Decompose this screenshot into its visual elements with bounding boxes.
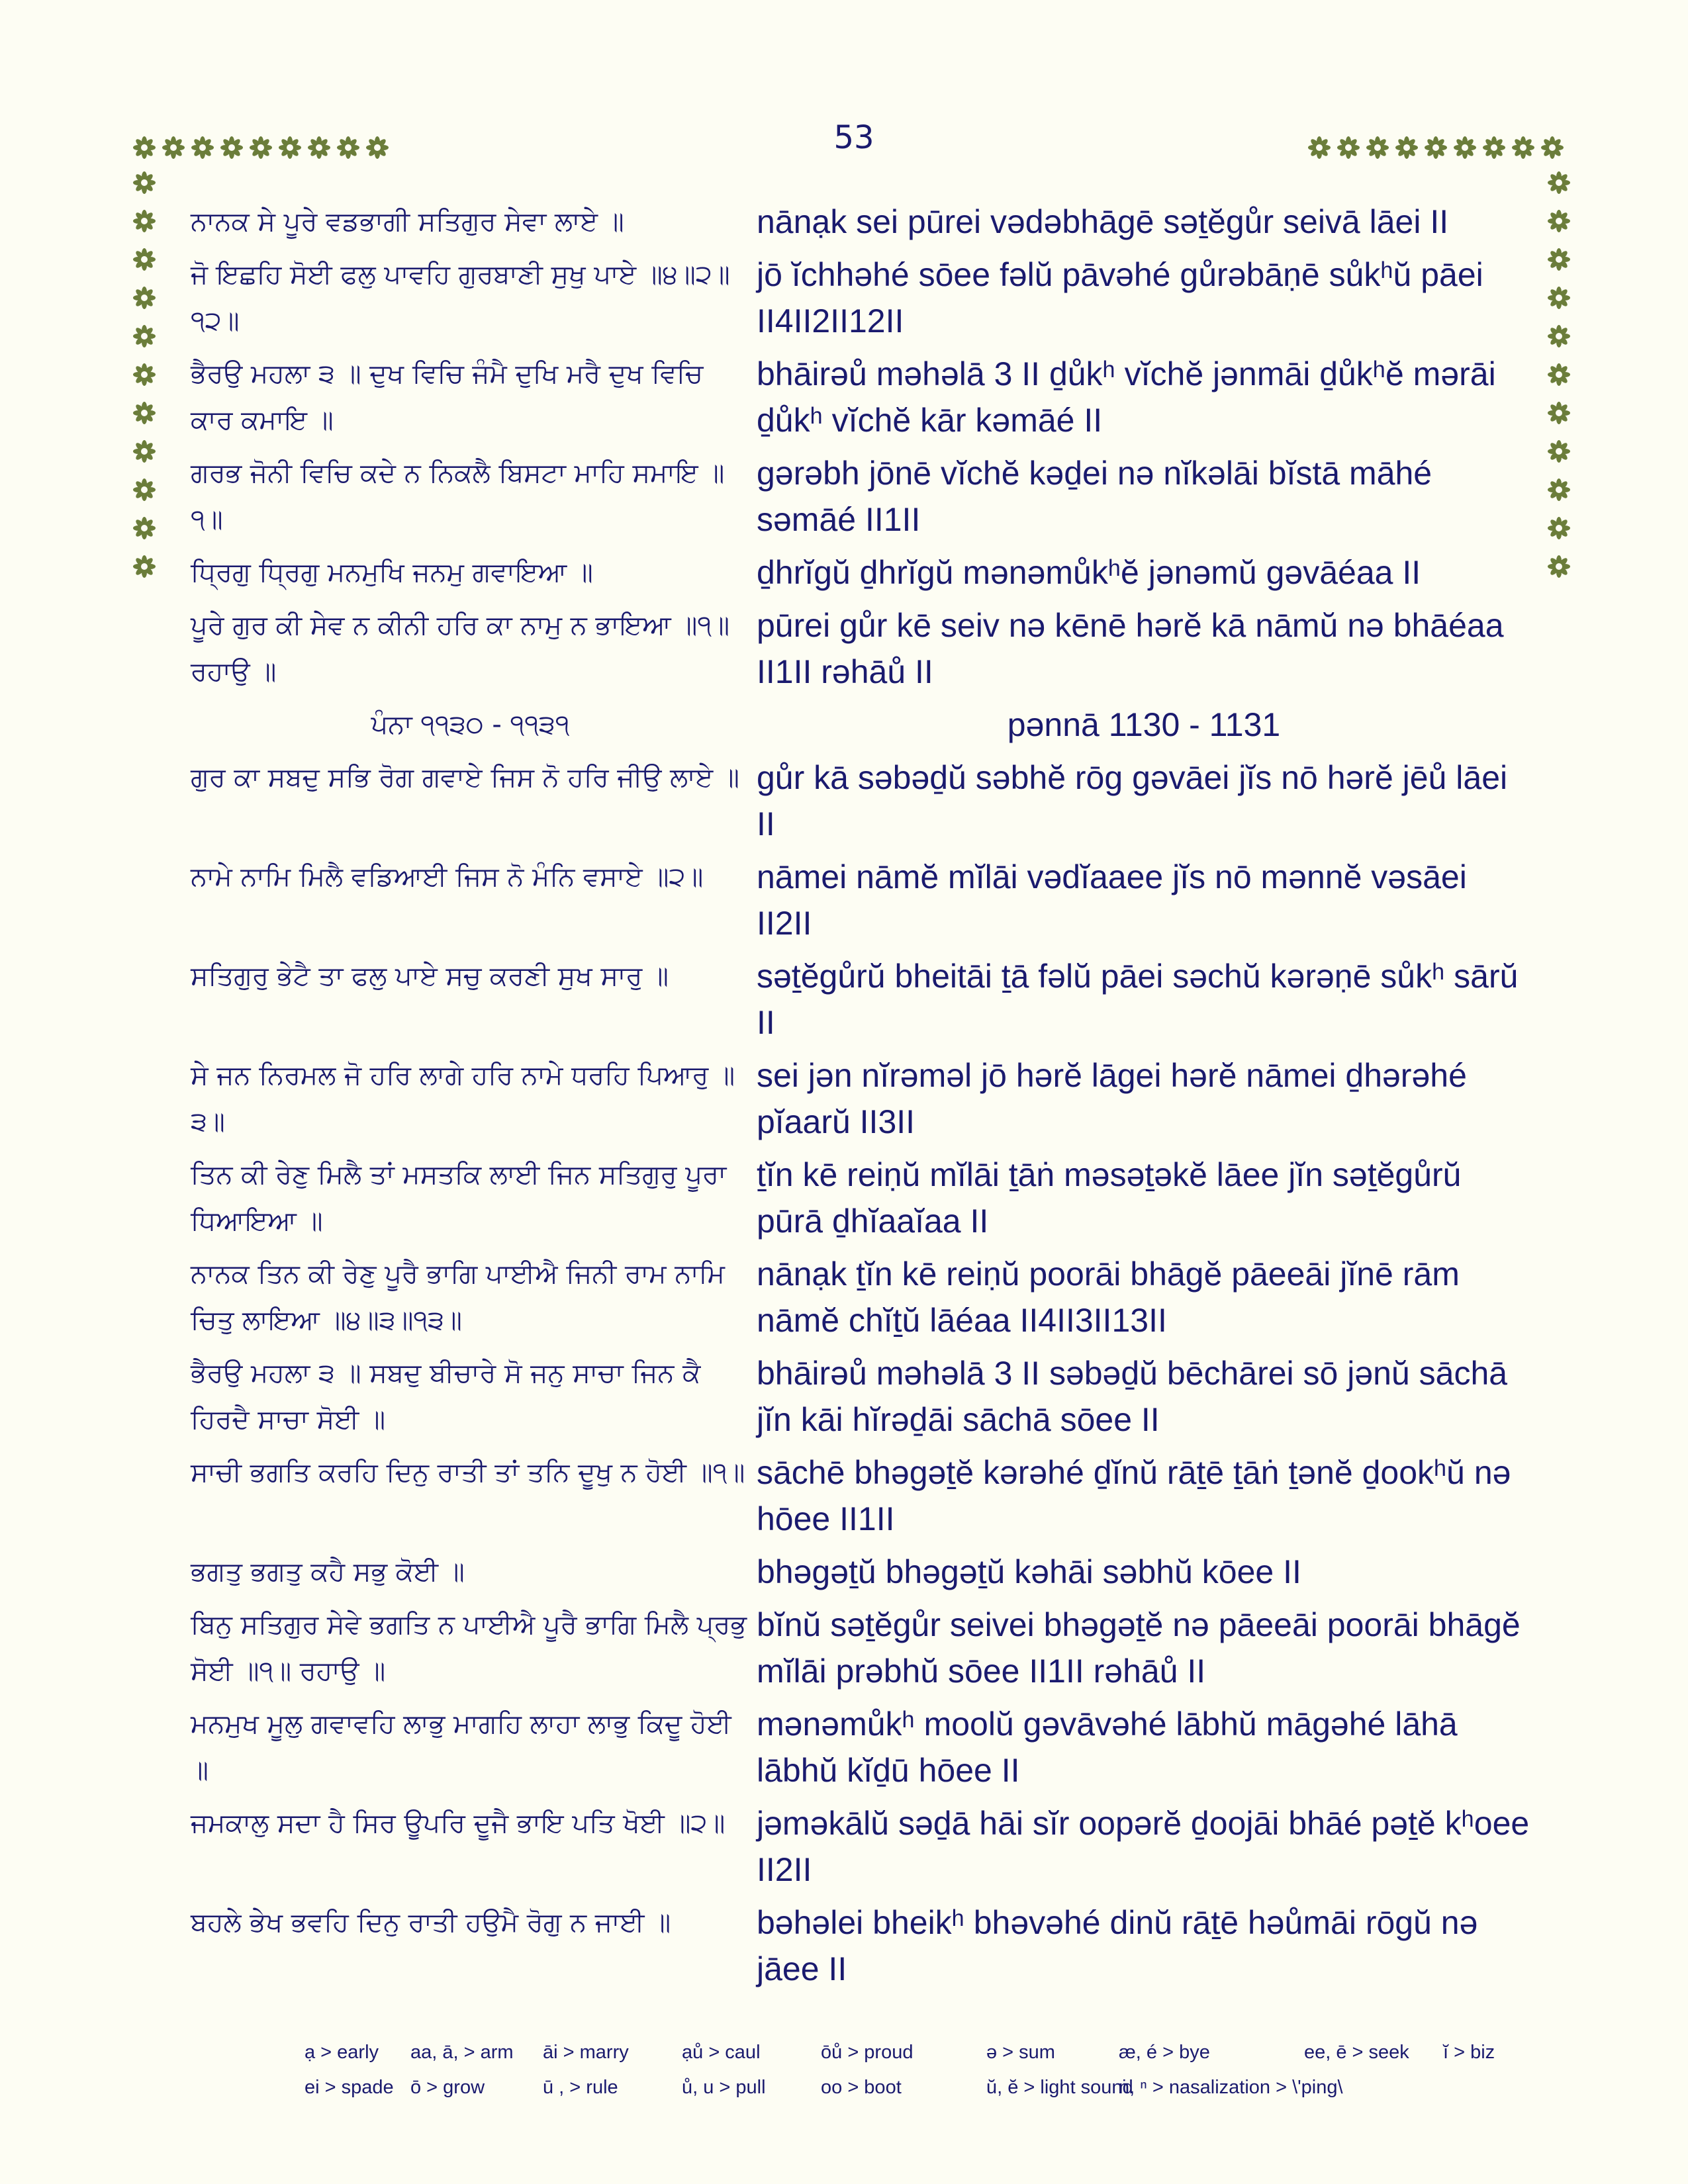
ornament-top-left [132, 136, 389, 162]
flower-ornament-icon [1424, 136, 1448, 159]
gurmukhi-text: ਭੈਰਉ ਮਹਲਾ ੩ ॥ ਦੁਖ ਵਿਚਿ ਜੰਮੈ ਦੁਖਿ ਮਰੈ ਦੁਖ ਵਿਚਿ ਕਾਰ ਕਮਾਇ ॥ [191, 359, 704, 435]
transliteration-text: bəhəlei bheikʰ bhəvəhé dinŭ rāṯē həůmāi rōgŭ nə jāee II [757, 1904, 1478, 1987]
legend-entry: ŭ, ĕ > light sound [986, 2077, 1133, 2098]
flower-ornament-icon [132, 136, 156, 159]
flower-ornament-icon [249, 136, 273, 159]
legend-entry: ei > spade [305, 2077, 394, 2098]
verse-table [191, 199, 1531, 1999]
legend-entry: ạ > early [305, 2042, 379, 2063]
gurmukhi-text: ਜੋ ਇਛਹਿ ਸੋਈ ਫਲੁ ਪਾਵਹਿ ਗੁਰਬਾਣੀ ਸੁਖੁ ਪਾਏ ॥੪॥੨॥੧੨॥ [191, 259, 730, 336]
transliteration-text: ṯĭn kē reiṇŭ mĭlāi ṯāṅ məsəṯəkĕ lāee jĭn səṯĕgůrŭ pūrā ḏhĭaaĭaa II [757, 1156, 1462, 1240]
flower-ornament-icon [1511, 136, 1535, 159]
flower-ornament-icon [162, 136, 185, 159]
legend-entry: æ, é > bye [1119, 2042, 1210, 2063]
gurmukhi-text: ਸੇ ਜਨ ਨਿਰਮਲ ਜੋ ਹਰਿ ਲਾਗੇ ਹਰਿ ਨਾਮੇ ਧਰਹਿ ਪਿਆਰੁ ॥੩॥ [191, 1060, 735, 1137]
gurmukhi-text: ਗੁਰ ਕਾ ਸਬਦੁ ਸਭਿ ਰੋਗ ਗਵਾਏ ਜਿਸ ਨੋ ਹਰਿ ਜੀਉ ਲਾਏ ॥ [191, 762, 739, 793]
legend-entry: ạů > caul [682, 2042, 761, 2063]
transliteration-text: gərəbh jōnē vĭchĕ kəḏei nə nĭkəlāi bĭstā māhé səmāé II1II [757, 455, 1432, 538]
flower-ornament-icon [1482, 136, 1506, 159]
verse-row [191, 1602, 1531, 1694]
gurmukhi-text: ਭਗਤੁ ਭਗਤੁ ਕਹੈ ਸਭੁ ਕੋਈ ॥ [191, 1557, 465, 1587]
flower-ornament-icon [132, 171, 156, 195]
transliteration-text: bĭnŭ səṯĕgůr seivei bhəgəṯĕ nə pāeeāi poorāi bhāgĕ mĭlāi prəbhŭ sōee II1II rəhāů II [757, 1606, 1521, 1690]
transliteration-text: səṯĕgůrŭ bheitāi ṯā fəlŭ pāei səchŭ kərəṇē sůkʰ sārŭ II [757, 958, 1519, 1041]
verse-row [191, 1549, 1531, 1595]
flower-ornament-icon [1547, 401, 1571, 425]
transliteration-text: jəməkālŭ səḏā hāi sĭr oopərĕ ḏoojāi bhāé pəṯĕ kʰoee II2II [757, 1805, 1530, 1888]
verse-row [191, 754, 1531, 847]
gurmukhi-text: ਭੈਰਉ ਮਹਲਾ ੩ ॥ ਸਬਦੁ ਬੀਚਾਰੇ ਸੋ ਜਨੁ ਸਾਚਾ ਜਿਨ ਕੈ ਹਿਰਦੈ ਸਾਚਾ ਸੋਈ ॥ [191, 1358, 701, 1435]
flower-ornament-icon [132, 286, 156, 310]
flower-ornament-icon [1547, 324, 1571, 348]
flower-ornament-icon [1395, 136, 1419, 159]
transliteration-text: sāchē bhəgəṯĕ kərəhé ḏĭnŭ rāṯē ṯāṅ ṯənĕ ḏookʰŭ nə hōee II1II [757, 1454, 1511, 1537]
verse-row [191, 1449, 1531, 1542]
flower-ornament-icon [132, 478, 156, 502]
gurmukhi-text: ਸਤਿਗੁਰੁ ਭੇਟੈ ਤਾ ਫਲੁ ਪਾਏ ਸਚੁ ਕਰਣੀ ਸੁਖ ਸਾਰੁ ॥ [191, 961, 669, 991]
flower-ornament-icon [132, 209, 156, 233]
flower-ornament-icon [1547, 478, 1571, 502]
legend-entry: āi > marry [543, 2042, 629, 2063]
verse-row [191, 1899, 1531, 1992]
flower-ornament-icon [307, 136, 331, 159]
flower-ornament-icon [1547, 286, 1571, 310]
flower-ornament-icon [220, 136, 244, 159]
flower-ornament-icon [1336, 136, 1360, 159]
verse-row [191, 1800, 1531, 1893]
transliteration-text: nānạk sei pūrei vədəbhāgē səṯĕgůr seivā lāei II [757, 203, 1449, 240]
flower-ornament-icon [132, 363, 156, 387]
gurmukhi-text: ਨਾਨਕ ਸੇ ਪੂਰੇ ਵਡਭਾਗੀ ਸਤਿਗੁਰ ਸੇਵਾ ਲਾਏ ॥ [191, 206, 624, 237]
legend-entry: ō > grow [410, 2077, 485, 2098]
transliteration-text: nāmei nāmĕ mĭlāi vədĭaaee jĭs nō mənnĕ vəsāei II2II [757, 858, 1467, 942]
flower-ornament-icon [1547, 209, 1571, 233]
flower-ornament-icon [132, 401, 156, 425]
flower-ornament-icon [336, 136, 360, 159]
flower-ornament-icon [132, 516, 156, 540]
legend-entry: ee, ē > seek [1304, 2042, 1409, 2063]
flower-ornament-icon [132, 439, 156, 463]
ornament-top-right [1307, 136, 1564, 162]
gurmukhi-text: ਸਾਚੀ ਭਗਤਿ ਕਰਹਿ ਦਿਨੁ ਰਾਤੀ ਤਾਂ ਤਨਿ ਦੂਖੁ ਨ ਹੋਈ ॥੧॥ [191, 1457, 745, 1488]
flower-ornament-icon [1547, 555, 1571, 578]
transliteration-text: bhāirəů məhəlā 3 II ḏůkʰ vĭchĕ jənmāi ḏůkʰĕ mərāi ḏůkʰ vĭchĕ kār kəmāé II [757, 355, 1496, 439]
legend-entry: ōů > proud [821, 2042, 914, 2063]
flower-ornament-icon [1547, 171, 1571, 195]
flower-ornament-icon [132, 555, 156, 578]
flower-ornament-icon [132, 248, 156, 271]
verse-row [191, 854, 1531, 946]
gurmukhi-text: ਮਨਮੁਖ ਮੂਲੁ ਗਵਾਵਹਿ ਲਾਭੁ ਮਾਗਹਿ ਲਾਹਾ ਲਾਭੁ ਕਿਦੂ ਹੋਈ ॥ [191, 1709, 731, 1786]
ornament-border-left [132, 171, 159, 578]
flower-ornament-icon [191, 136, 214, 159]
transliteration-text: ḏhrĭgŭ ḏhrĭgŭ mənəmůkʰĕ jənəmŭ gəvāéaa II [757, 554, 1421, 591]
flower-ornament-icon [132, 324, 156, 348]
transliteration-text: bhāirəů məhəlā 3 II səbəḏŭ bēchārei sō jənŭ sāchā jĭn kāi hĭrəḏāi sāchā sōee II [757, 1355, 1508, 1438]
gurmukhi-text: ਨਾਮੇ ਨਾਮਿ ਮਿਲੈ ਵਡਿਆਈ ਜਿਸ ਨੋ ਮੰਨਿ ਵਸਾਏ ॥੨॥ [191, 862, 704, 892]
transliteration-text: bhəgəṯŭ bhəgəṯŭ kəhāi səbhŭ kōee II [757, 1553, 1301, 1590]
flower-ornament-icon [1453, 136, 1477, 159]
flower-ornament-icon [1366, 136, 1389, 159]
gurmukhi-text: ਪੰਨਾ ੧੧੩੦ - ੧੧੩੧ [371, 709, 570, 740]
legend-entry: ĭ > biz [1443, 2042, 1495, 2063]
pronunciation-legend [305, 2042, 1496, 2099]
verse-row [191, 953, 1531, 1046]
legend-entry: ə > sum [986, 2042, 1055, 2063]
flower-ornament-icon [1547, 363, 1571, 387]
gurmukhi-text: ਗਰਭ ਜੋਨੀ ਵਿਚਿ ਕਦੇ ਨ ਨਿਕਲੈ ਬਿਸਟਾ ਮਾਹਿ ਸਮਾਇ ॥੧॥ [191, 458, 725, 535]
verse-row [191, 251, 1531, 344]
legend-entry: ů, u > pull [682, 2077, 766, 2098]
page-number: 53 [833, 119, 874, 156]
verse-row [191, 351, 1531, 443]
flower-ornament-icon [1540, 136, 1564, 159]
legend-entry: oo > boot [821, 2077, 902, 2098]
legend-entry: aa, ā, > arm [410, 2042, 514, 2063]
flower-ornament-icon [1547, 439, 1571, 463]
transliteration-text: pənnā 1130 - 1131 [1007, 706, 1281, 743]
flower-ornament-icon [278, 136, 302, 159]
transliteration-text: nānạk ṯĭn kē reiṇŭ poorāi bhāgĕ pāeeāi jĭnē rām nāmĕ chĭṯŭ lāéaa II4II3II13II [757, 1255, 1460, 1339]
verse-row [191, 1152, 1531, 1244]
flower-ornament-icon [1307, 136, 1331, 159]
gurmukhi-text: ਨਾਨਕ ਤਿਨ ਕੀ ਰੇਣੁ ਪੂਰੈ ਭਾਗਿ ਪਾਈਐ ਜਿਨੀ ਰਾਮ ਨਾਮਿ ਚਿਤੁ ਲਾਇਆ ॥੪॥੩॥੧੩॥ [191, 1259, 725, 1336]
flower-ornament-icon [1547, 248, 1571, 271]
legend-entry: ū , > rule [543, 2077, 618, 2098]
transliteration-text: pūrei gůr kē seiv nə kēnē hərĕ kā nāmŭ nə bhāéaa II1II rəhāů II [757, 607, 1504, 690]
gurmukhi-text: ਜਮਕਾਲੁ ਸਦਾ ਹੈ ਸਿਰ ਊਪਰਿ ਦੂਜੈ ਭਾਇ ਪਤਿ ਖੋਈ ॥੨॥ [191, 1808, 726, 1839]
gurmukhi-text: ਬਿਨੁ ਸਤਿਗੁਰ ਸੇਵੇ ਭਗਤਿ ਨ ਪਾਈਐ ਪੂਰੈ ਭਾਗਿ ਮਿਲੈ ਪ੍ਰਭੁ ਸੋਈ ॥੧॥ ਰਹਾਉ ॥ [191, 1610, 747, 1686]
flower-ornament-icon [1547, 516, 1571, 540]
flower-ornament-icon [365, 136, 389, 159]
transliteration-text: mənəmůkʰ moolŭ gəvāvəhé lābhŭ māgəhé lāhā lābhŭ kĭḏū hōee II [757, 1706, 1458, 1789]
transliteration-text: gůr kā səbəḏŭ səbhĕ rōg gəvāei jĭs nō hərĕ jēů lāei II [757, 759, 1508, 842]
verse-row [191, 1350, 1531, 1443]
transliteration-text: sei jən nĭrəməl jō hərĕ lāgei hərĕ nāmei ḏhərəhé pĭaarŭ II3II [757, 1057, 1467, 1140]
legend-entry: ṅ, ⁿ > nasalization > \'ping\ [1119, 2077, 1343, 2098]
verse-row [191, 199, 1531, 245]
gurmukhi-text: ਧ੍ਰਿਗੁ ਧ੍ਰਿਗੁ ਮਨਮੁਖਿ ਜਨਮੁ ਗਵਾਇਆ ॥ [191, 557, 593, 588]
transliteration-text: jō ĭchhəhé sōee fəlŭ pāvəhé gůrəbāṇē sůkʰŭ pāei II4II2II12II [757, 256, 1483, 340]
verse-row [191, 602, 1531, 695]
gurmukhi-text: ਤਿਨ ਕੀ ਰੇਣੁ ਮਿਲੈ ਤਾਂ ਮਸਤਕਿ ਲਾਈ ਜਿਨ ਸਤਿਗੁਰੁ ਪੂਰਾ ਧਿਆਇਆ ॥ [191, 1160, 727, 1236]
verse-row [191, 450, 1531, 543]
verse-row [191, 549, 1531, 596]
ornament-border-right [1547, 171, 1573, 578]
verse-row [191, 1251, 1531, 1343]
verse-row [191, 1701, 1531, 1794]
gurmukhi-text: ਪੂਰੇ ਗੁਰ ਕੀ ਸੇਵ ਨ ਕੀਨੀ ਹਰਿ ਕਾ ਨਾਮੁ ਨ ਭਾਇਆ ॥੧॥ ਰਹਾਉ ॥ [191, 610, 730, 687]
page-reference-row [191, 702, 1531, 748]
gurmukhi-text: ਬਹਲੇ ਭੇਖ ਭਵਹਿ ਦਿਨੁ ਰਾਤੀ ਹਉਮੈ ਰੋਗੁ ਨ ਜਾਈ ॥ [191, 1907, 671, 1938]
verse-row [191, 1052, 1531, 1145]
